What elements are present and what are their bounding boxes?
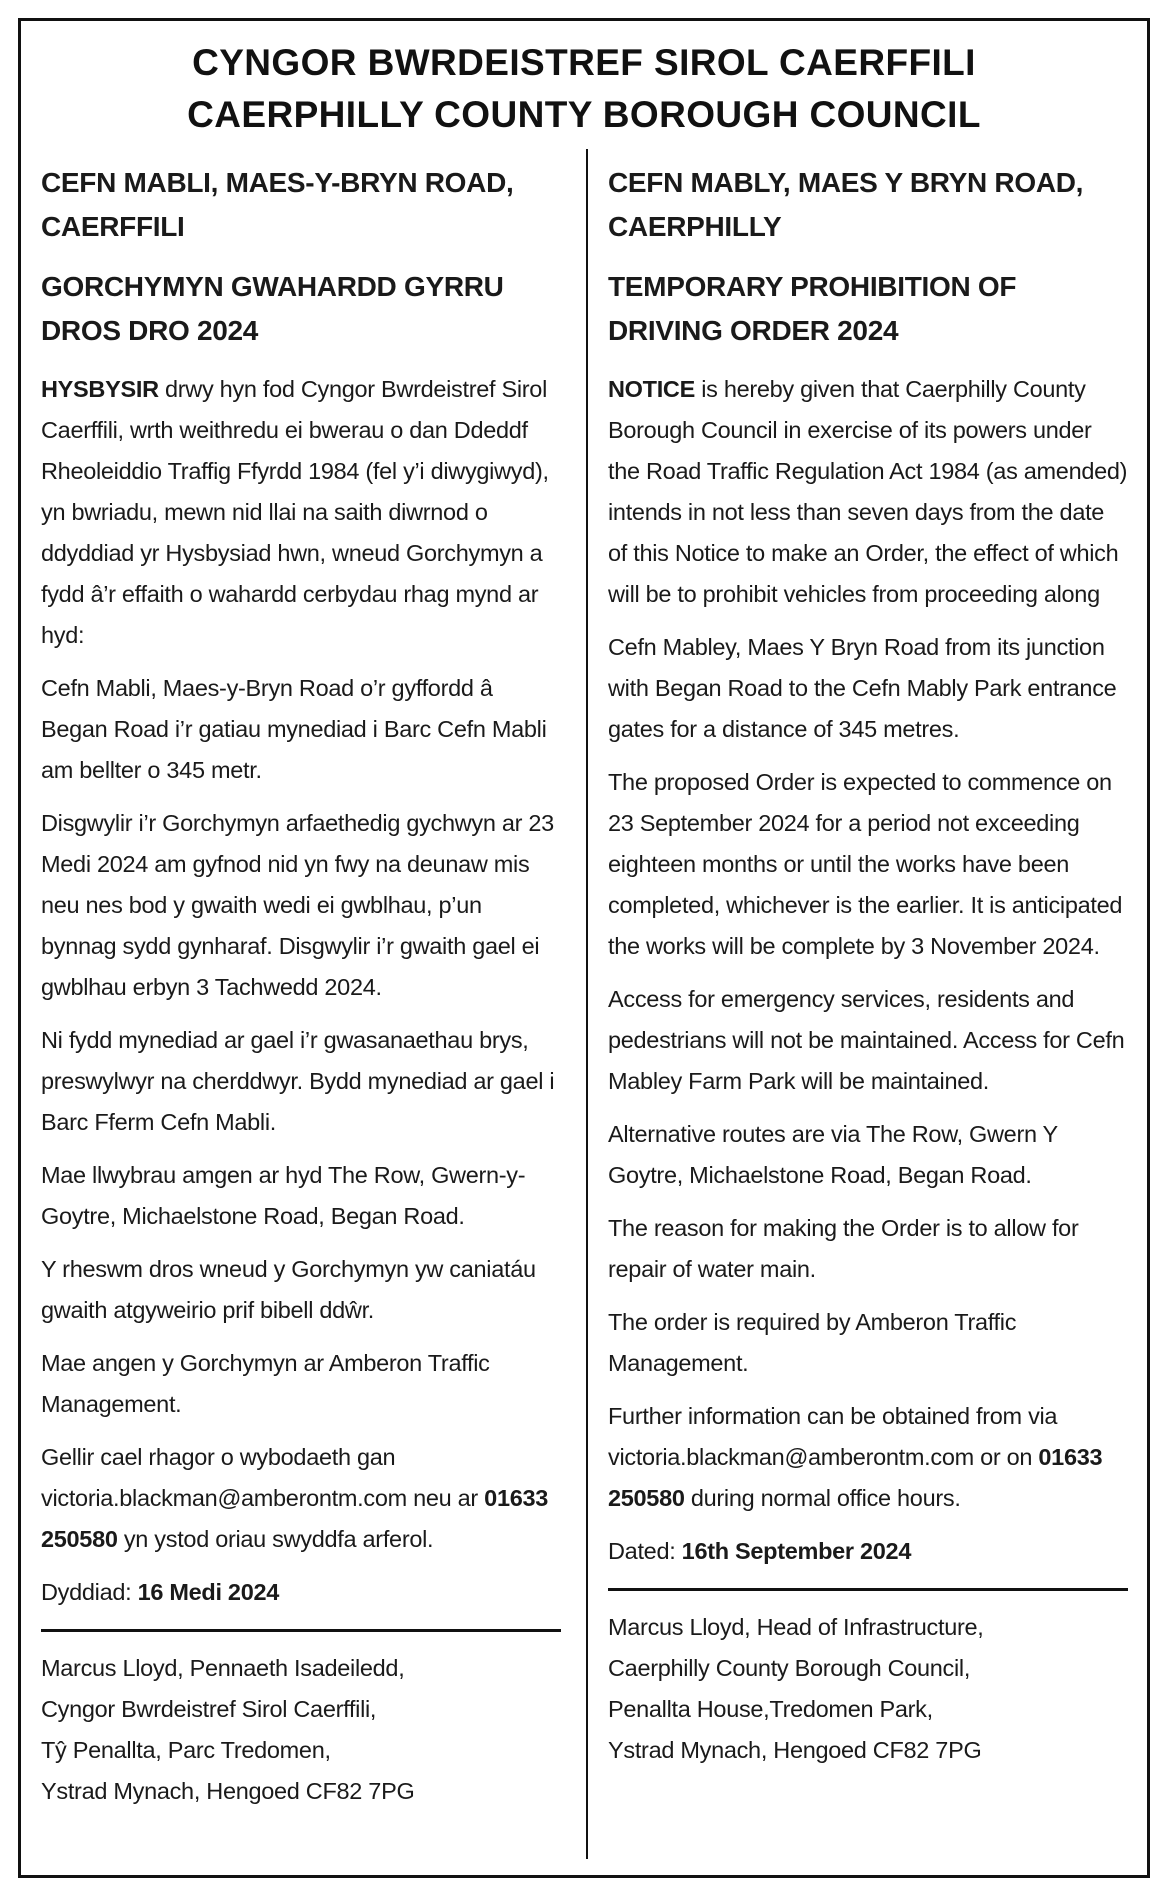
english-signatory	[608, 1607, 1128, 1771]
english-required-by: The order is required by Amberon Traffic Management.	[608, 1309, 1017, 1376]
welsh-notice-body: drwy hyn fod Cyngor Bwrdeistref Sirol Caerffili, wrth weithredu ei bwerau o dan Ddeddf Rheoleiddio Traffig Ffyrdd 1984 (fel y’i diwygiwyd), yn bwriadu, mewn nid llai na saith diwrnod o ddyddiad yr Hysbysiad hwn, wneud Gorchymyn a fydd â’r effaith o wahardd cerbydau rhag mynd ar hyd:	[41, 376, 549, 648]
welsh-signatory	[41, 1648, 561, 1812]
welsh-date-label: Dyddiad:	[41, 1579, 138, 1605]
welsh-notice-lead: HYSBYSIR	[41, 376, 159, 402]
council-title-welsh: CYNGOR BWRDEISTREF SIROL CAERFFILI	[192, 42, 976, 83]
english-location-heading: CEFN MABLY, MAES Y BRYN ROAD, CAERPHILLY	[608, 167, 1084, 242]
welsh-notice-paragraph	[41, 369, 561, 656]
welsh-signatory-line: Tŷ Penallta, Parc Tredomen,	[41, 1737, 331, 1763]
english-further-info	[608, 1396, 1128, 1519]
council-header	[21, 37, 1147, 141]
english-notice-paragraph	[608, 369, 1128, 615]
english-signatory-line: Marcus Lloyd, Head of Infrastructure,	[608, 1614, 984, 1640]
welsh-alternative-routes: Mae llwybrau amgen ar hyd The Row, Gwern-y-Goytre, Michaelstone Road, Began Road.	[41, 1162, 526, 1229]
welsh-reason: Y rheswm dros wneud y Gorchymyn yw caniatáu gwaith atgyweirio prif bibell ddŵr.	[41, 1256, 536, 1323]
welsh-required-by: Mae angen y Gorchymyn ar Amberon Traffic Management.	[41, 1350, 490, 1417]
english-phone: 01633 250580	[608, 1444, 1103, 1511]
english-reason: The reason for making the Order is to allow for repair of water main.	[608, 1215, 1079, 1282]
english-info-suffix: during normal office hours.	[684, 1485, 961, 1511]
english-notice-lead: NOTICE	[608, 376, 695, 402]
welsh-order-heading: GORCHYMYN GWAHARDD GYRRU DROS DRO 2024	[41, 271, 504, 346]
english-order-heading: TEMPORARY PROHIBITION OF DRIVING ORDER 2024	[608, 271, 1017, 346]
english-date	[608, 1531, 1128, 1572]
welsh-signature-rule	[41, 1629, 561, 1632]
english-alternative-routes: Alternative routes are via The Row, Gwern Y Goytre, Michaelstone Road, Began Road.	[608, 1121, 1058, 1188]
welsh-date-value: 16 Medi 2024	[137, 1579, 279, 1605]
welsh-further-info	[41, 1437, 561, 1560]
english-signatory-line: Caerphilly County Borough Council,	[608, 1655, 971, 1681]
column-divider	[586, 149, 588, 1859]
notice-frame	[18, 18, 1150, 1878]
welsh-location-heading: CEFN MABLI, MAES-Y-BRYN ROAD, CAERFFILI	[41, 167, 514, 242]
welsh-signatory-line: Cyngor Bwrdeistref Sirol Caerffili,	[41, 1696, 377, 1722]
welsh-signatory-line: Ystrad Mynach, Hengoed CF82 7PG	[41, 1778, 415, 1804]
english-notice-body: is hereby given that Caerphilly County Borough Council in exercise of its powers under the Road Traffic Regulation Act 1984 (as amended) intends in not less than seven days from the date of this Notice to make an Order, the effect of which will be to prohibit vehicles from proceeding along	[608, 376, 1128, 607]
council-title-english: CAERPHILLY COUNTY BOROUGH COUNCIL	[187, 94, 981, 135]
english-info-prefix: Further information can be obtained from via victoria.blackman@amberontm.com or on	[608, 1403, 1058, 1470]
welsh-road-description: Cefn Mabli, Maes-y-Bryn Road o’r gyffordd â Began Road i’r gatiau mynediad i Barc Cefn Mabli am bellter o 345 metr.	[41, 675, 547, 783]
english-signature-rule	[608, 1588, 1128, 1591]
welsh-info-suffix: yn ystod oriau swyddfa arferol.	[117, 1526, 434, 1552]
english-commencement: The proposed Order is expected to commence on 23 September 2024 for a period not exceeding eighteen months or until the works have been completed, whichever is the earlier. It is anticipated the works will be complete by 3 November 2024.	[608, 769, 1123, 959]
welsh-access: Ni fydd mynediad ar gael i’r gwasanaethau brys, preswylwyr na cherddwyr. Bydd mynediad ar gael i Barc Fferm Cefn Mabli.	[41, 1027, 555, 1135]
welsh-date	[41, 1572, 561, 1613]
welsh-info-prefix: Gellir cael rhagor o wybodaeth gan victoria.blackman@amberontm.com neu ar	[41, 1444, 485, 1511]
welsh-signatory-line: Marcus Lloyd, Pennaeth Isadeiledd,	[41, 1655, 405, 1681]
english-date-value: 16th September 2024	[681, 1538, 912, 1564]
english-access: Access for emergency services, residents and pedestrians will not be maintained. Access for Cefn Mabley Farm Park will be maintained.	[608, 986, 1125, 1094]
welsh-commencement: Disgwylir i’r Gorchymyn arfaethedig gychwyn ar 23 Medi 2024 am gyfnod nid yn fwy na deunaw mis neu nes bod y gwaith wedi ei gwblhau, p’un bynnag sydd gynharaf. Disgwylir i’r gwaith gael ei gwblhau erbyn 3 Tachwedd 2024.	[41, 810, 554, 1000]
english-signatory-line: Ystrad Mynach, Hengoed CF82 7PG	[608, 1737, 982, 1763]
welsh-phone: 01633 250580	[41, 1485, 549, 1552]
welsh-column	[41, 161, 561, 1812]
english-column	[608, 161, 1128, 1771]
english-signatory-line: Penallta House,Tredomen Park,	[608, 1696, 933, 1722]
english-date-label: Dated:	[608, 1538, 682, 1564]
english-road-description: Cefn Mabley, Maes Y Bryn Road from its junction with Began Road to the Cefn Mably Park entrance gates for a distance of 345 metres.	[608, 634, 1117, 742]
